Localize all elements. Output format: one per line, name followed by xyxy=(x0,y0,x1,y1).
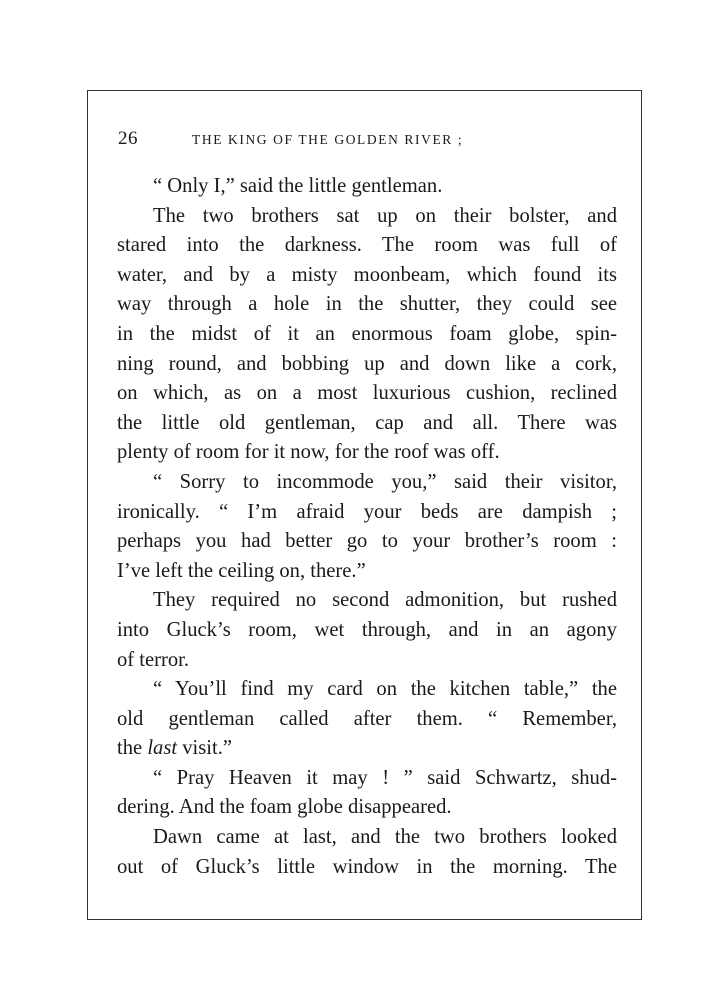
text-line: out of Gluck’s little window in the morning. The xyxy=(117,855,617,878)
text-line: the little old gentleman, cap and all. There was xyxy=(117,411,617,434)
text-line: plenty of room for it now, for the roof was off. xyxy=(117,441,500,464)
running-head: THE KING OF THE GOLDEN RIVER ; xyxy=(192,132,464,147)
text-line: water, and by a misty moonbeam, which found its xyxy=(117,263,617,286)
text-line: way through a hole in the shutter, they could see xyxy=(117,293,617,316)
text-line: “ Sorry to incommode you,” said their visitor, xyxy=(153,470,617,493)
text-line: on which, as on a most luxurious cushion, reclined xyxy=(117,382,617,405)
text-line: I’ve left the ceiling on, there.” xyxy=(117,559,366,582)
text-line: The two brothers sat up on their bolster, and xyxy=(153,204,617,227)
text-line: old gentleman called after them. “ Remember, xyxy=(117,707,617,730)
text-line: in the midst of it an enormous foam globe, spin- xyxy=(117,322,617,345)
text-line: dering. And the foam globe disappeared. xyxy=(117,796,452,819)
text-line: They required no second admonition, but rushed xyxy=(153,589,617,612)
text-line: perhaps you had better go to your brother’s room : xyxy=(117,530,617,553)
text-line: stared into the darkness. The room was full of xyxy=(117,234,617,257)
text-fragment: visit.” xyxy=(177,737,232,760)
text-line: “ Pray Heaven it may ! ” said Schwartz, shud- xyxy=(153,766,617,789)
text-line: of terror. xyxy=(117,648,190,671)
text-fragment: the xyxy=(117,737,148,760)
text-line: ironically. “ I’m afraid your beds are dampish ; xyxy=(117,500,617,523)
text-line: ning round, and bobbing up and down like a cork, xyxy=(117,352,617,375)
text-line: “ Only I,” said the little gentleman. xyxy=(153,175,443,197)
text-line xyxy=(117,734,617,764)
text-line: into Gluck’s room, wet through, and in an agony xyxy=(117,618,617,641)
page-header xyxy=(118,128,618,152)
text-line: Dawn came at last, and the two brothers looked xyxy=(153,826,617,849)
body-text xyxy=(117,172,617,882)
page-number: 26 xyxy=(118,128,138,149)
italic-word: last xyxy=(147,737,178,760)
text-line: “ You’ll find my card on the kitchen table,” the xyxy=(153,678,617,701)
